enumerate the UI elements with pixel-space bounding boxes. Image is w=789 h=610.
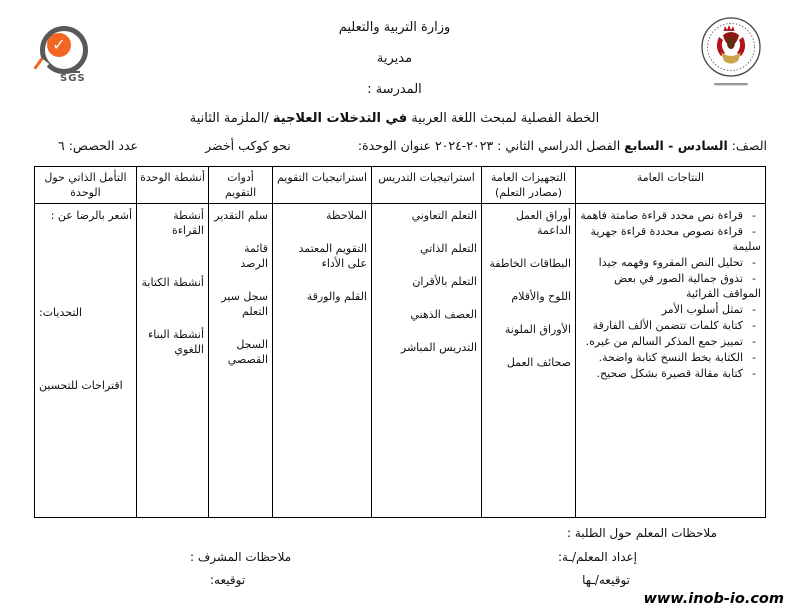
plan-title-bold: في التدخلات العلاجية: [272, 111, 408, 126]
list-item: التعلم التعاوني: [411, 209, 477, 222]
footer-row-3: [0, 573, 789, 587]
cell-self-reflection: [35, 204, 137, 518]
list-item: سلم التقدير: [214, 209, 268, 222]
assessment-tools-list: [213, 208, 268, 367]
list-item: التحديات:: [39, 306, 83, 319]
document-footer: [0, 526, 789, 587]
list-item: الملاحظة: [325, 209, 367, 222]
list-item: - تحليل النص المقروء وفهمه جيدا: [580, 255, 761, 270]
list-item: البطاقات الخاطفة: [489, 257, 571, 270]
col-header-outcomes: النتاجات العامة: [576, 167, 766, 204]
cell-assessment-strategies: [273, 204, 372, 518]
class-semester-segment: [358, 138, 767, 153]
website-link: www.inob-io.com: [643, 591, 784, 607]
school-line: المدرسة :: [367, 82, 422, 97]
semester-label: الفصل الدراسي الثاني : ٢٠٢٣-٢٠٢٤ عنوان الوحدة:: [357, 138, 625, 153]
col-header-teaching-strategies: استراتيجيات التدريس: [372, 167, 482, 204]
unit-activities-list: [141, 208, 204, 357]
list-item: التعلم بالأقران: [412, 275, 477, 288]
list-item: - تمثل أسلوب الأمر: [580, 302, 761, 317]
lessons-count: عدد الحصص: ٦: [58, 138, 138, 153]
list-item: اقتراحات للتحسين: [39, 379, 123, 392]
list-item: - قراءة نصوص محددة قراءة جهرية سليمة: [580, 224, 761, 254]
directorate-line: مديرية: [376, 51, 413, 66]
table-body-row: [35, 204, 766, 518]
teacher-notes-label: ملاحظات المعلم حول الطلبة :: [567, 526, 717, 540]
list-item: أنشطة الكتابة: [141, 276, 204, 289]
unit-title: نحو كوكب أخضر: [205, 138, 291, 153]
list-item: القلم والورقة: [306, 290, 367, 303]
list-item: أشعر بالرضا عن :: [50, 209, 132, 222]
list-item: أوراق العمل الداعمة: [515, 209, 571, 237]
plan-title: [0, 111, 789, 126]
list-item: - تذوق جمالية الصور في بعض المواقف القرائية: [580, 271, 761, 301]
cell-assessment-tools: [209, 204, 273, 518]
teacher-signature-label: توقيعه/ـها: [582, 573, 630, 587]
cell-unit-activities: [137, 204, 209, 518]
list-item: اللوح والأقلام: [511, 290, 571, 303]
equipment-list: [486, 208, 571, 370]
list-item: قائمة الرصد: [240, 242, 268, 270]
list-item: صحائف العمل: [506, 356, 571, 369]
teaching-strategies-list: [376, 208, 477, 355]
list-item: - قراءة نص محدد قراءة صامتة فاهمة: [580, 208, 761, 223]
table-header-row: [35, 167, 766, 204]
self-reflection-list: [39, 208, 132, 393]
cell-teaching-strategies: [372, 204, 482, 518]
ministry-title: وزارة التربية والتعليم: [338, 20, 451, 35]
class-label: الصف:: [727, 138, 767, 153]
list-item: - كتابة مقالة قصيرة بشكل صحيح.: [580, 366, 761, 381]
sgs-label: SGS: [60, 73, 86, 84]
prepared-by-label: إعداد المعلم/ـة:: [558, 550, 637, 564]
supervisor-signature-label: توقيعه:: [210, 573, 246, 587]
list-item: الأوراق الملونة: [504, 323, 571, 336]
list-item: التقويم المعتمد على الأداء: [298, 242, 367, 270]
outcomes-list: [580, 208, 761, 381]
col-header-assessment-strategies: استراتيجيات التقويم: [273, 167, 372, 204]
list-item: - تمييز جمع المذكر السالم من غيره.: [580, 334, 761, 349]
plan-table: [34, 166, 766, 518]
list-item: أنشطة القراءة: [171, 209, 204, 237]
sgs-certification-logo: [33, 26, 97, 88]
plan-title-part2: /الملزمة الثانية: [189, 111, 273, 126]
assessment-strategies-list: [277, 208, 367, 304]
list-item: التعلم الذاتي: [420, 242, 477, 255]
supervisor-notes-label: ملاحظات المشرف :: [190, 550, 292, 564]
list-item: العصف الذهني: [410, 308, 477, 321]
footer-row-2: [0, 550, 789, 564]
list-item: السجل القصصي: [227, 338, 268, 366]
list-item: أنشطة البناء اللغوي: [148, 328, 204, 356]
list-item: - كتابة كلمات تتضمن الألف الفارقة: [580, 318, 761, 333]
ministry-emblem-icon: [699, 14, 763, 94]
class-info-line: [0, 138, 789, 153]
list-item: - الكتابة بخط النسخ كتابة واضحة.: [580, 350, 761, 365]
class-grades: السادس - السابع: [624, 138, 728, 153]
plan-title-part1: الخطة الفصلية لمبحث اللغة العربية: [407, 111, 600, 126]
document-header: [0, 0, 789, 153]
cell-equipment: [482, 204, 576, 518]
col-header-self-reflection: التأمل الذاتي حول الوحدة: [35, 167, 137, 204]
check-icon: ✓: [47, 33, 71, 57]
col-header-unit-activities: أنشطة الوحدة: [137, 167, 209, 204]
col-header-assessment-tools: أدوات التقويم: [209, 167, 273, 204]
col-header-equipment: التجهيزات العامة (مصادر التعلم): [482, 167, 576, 204]
list-item: التدريس المباشر: [400, 341, 477, 354]
list-item: سجل سير التعلم: [221, 290, 268, 318]
cell-outcomes: [576, 204, 766, 518]
